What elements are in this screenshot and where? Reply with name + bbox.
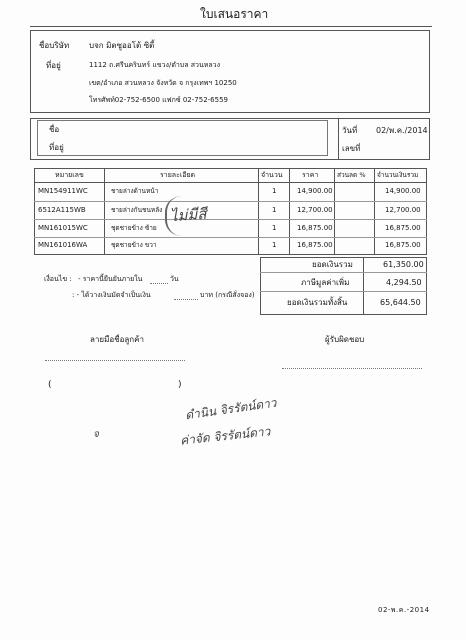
row-divider-2 [34, 219, 427, 220]
customer-name-label: ชื่อ [49, 125, 60, 134]
company-phone-fax: โทรศัพท์02-752-6500 แฟกซ์ 02-752-6559 [89, 96, 228, 104]
totals-divider-2 [260, 291, 427, 292]
subtotal-value: 61,350.00 [383, 260, 424, 269]
table-row-price: 12,700.00 [297, 206, 333, 214]
conditions-deposit-blank [174, 299, 198, 300]
table-row-price: 14,900.00 [297, 187, 333, 195]
customer-signature-line [45, 360, 185, 361]
footer-date-stamp: 02-พ.ค.-2014 [378, 606, 430, 614]
document-title: ใบเสนอราคา [200, 7, 269, 21]
company-name-value: บจก มิตซูออโต้ ซิตี้ [89, 41, 155, 50]
title-divider [30, 26, 432, 27]
col-header-qty: จำนวน [261, 171, 283, 179]
company-name-label: ชื่อบริษัท [39, 41, 70, 50]
table-row-desc: ชุดชายข้าง ขวา [111, 241, 157, 249]
subtotal-label: ยอดเงินรวม [312, 260, 353, 269]
totals-divider-v [363, 257, 364, 315]
row-divider-3 [34, 237, 427, 238]
company-address-line1: 1112 ถ.ศรีนครินทร์ แขวง/ตำบล สวนหลวง [89, 61, 220, 69]
row-divider-1 [34, 201, 427, 202]
company-address-label: ที่อยู่ [46, 61, 61, 70]
conditions-label: เงื่อนไข : [44, 275, 72, 283]
table-row-qty: 1 [272, 224, 277, 232]
conditions-line2-a: : - ได้วางเงินมัดจำเป็นเงิน [72, 291, 151, 299]
responsible-signature-line [282, 368, 422, 369]
table-row-total: 16,875.00 [385, 241, 421, 249]
grand-total-value: 65,644.50 [380, 298, 421, 307]
handwritten-mark: จ [93, 429, 99, 440]
responsible-signature-label: ผู้รับผิดชอบ [325, 335, 365, 344]
customer-address-label: ที่อยู่ [49, 143, 64, 152]
col-header-discount: ส่วนลด % [337, 171, 366, 179]
table-row-desc: ชุดชายข้าง ซ้าย [111, 224, 157, 232]
conditions-line1-b: วัน [170, 275, 179, 283]
customer-signature-label: ลายมือชื่อลูกค้า [90, 335, 144, 344]
col-header-code: หมายเลข [55, 171, 84, 179]
table-row-qty: 1 [272, 187, 277, 195]
date-label: วันที่ [342, 126, 358, 135]
table-row-desc: ชายล่างกันชนหลัง [111, 206, 163, 214]
table-row-code: MN161016WA [38, 241, 88, 249]
company-address-line2: เขต/อำเภอ สวนหลวง จังหวัด จ กรุงเทพฯ 10250 [89, 79, 237, 87]
table-row-qty: 1 [272, 241, 277, 249]
handwritten-table-note: ไม่มีสี [169, 204, 208, 226]
customer-paren-open: ( [48, 380, 52, 390]
customer-paren-close: ) [178, 380, 182, 390]
table-row-total: 16,875.00 [385, 224, 421, 232]
grand-total-label: ยอดเงินรวมทั้งสิ้น [287, 298, 348, 307]
col-header-description: รายละเอียด [160, 171, 196, 179]
table-row-qty: 1 [272, 206, 277, 214]
col-header-total: จำนวนเงินรวม [377, 171, 419, 179]
vat-value: 4,294.50 [386, 278, 422, 287]
table-row-code: MN154911WC [38, 187, 88, 195]
company-info-box [30, 30, 430, 113]
table-row-code: 6512A115WB [38, 206, 86, 214]
conditions-line2-b: บาท (กรณีสั่งจอง) [200, 291, 255, 299]
vat-label: ภาษีมูลค่าเพิ่ม [301, 278, 350, 287]
doc-number-label: เลขที่ [342, 144, 361, 153]
totals-divider-1 [260, 272, 427, 273]
table-row-price: 16,875.00 [297, 241, 333, 249]
col-header-price: ราคา [302, 171, 319, 179]
table-row-code: MN161015WC [38, 224, 88, 232]
date-value: 02/พ.ค./2014 [376, 126, 428, 135]
table-row-desc: ชายล่างด้านหน้า [111, 187, 159, 195]
customer-divider [338, 118, 339, 160]
header-row-divider [34, 182, 427, 183]
handwritten-bracket [165, 196, 207, 236]
table-row-total: 12,700.00 [385, 206, 421, 214]
conditions-line1-a: - ราคานี้ยืนยันภายใน [78, 275, 143, 283]
handwritten-note-2: ค่าจัด จิรรัตน์ดาว [179, 424, 272, 448]
table-row-price: 16,875.00 [297, 224, 333, 232]
handwritten-note-1: ดำนิน จิรรัตน์ดาว [184, 395, 278, 423]
customer-inner-box [37, 120, 328, 156]
table-row-total: 14,900.00 [385, 187, 421, 195]
conditions-days-blank [150, 283, 168, 284]
